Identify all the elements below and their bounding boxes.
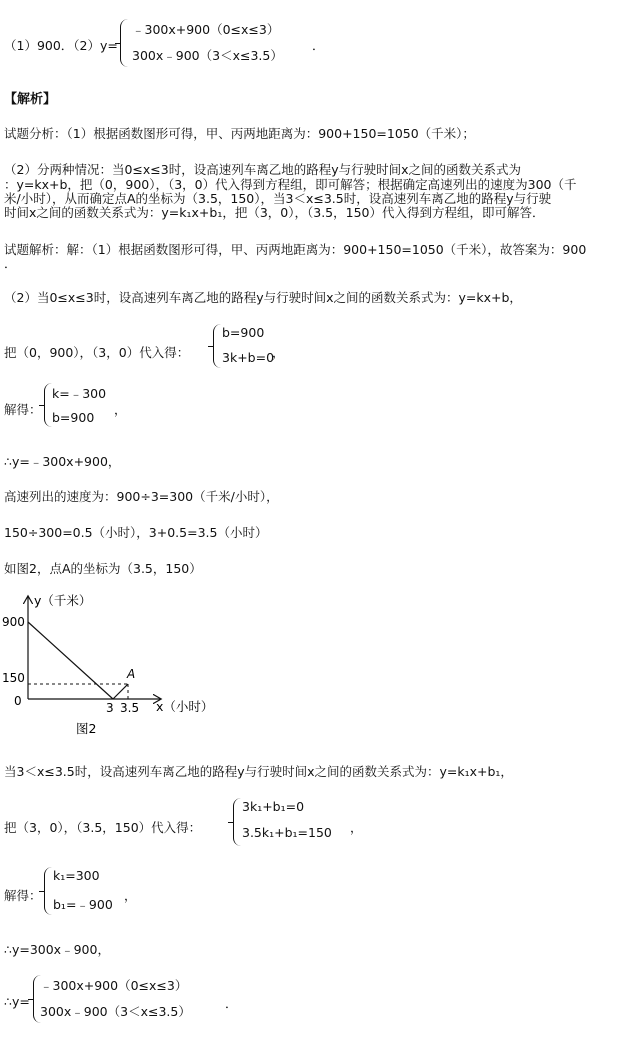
x-axis-label: x（小时） — [156, 699, 214, 714]
speed-line: 高速列出的速度为：900÷3=300（千米/小时）， — [4, 489, 279, 504]
solve2-prefix: 解得： — [4, 888, 42, 903]
result2: ∴y=300x﹣900， — [4, 942, 110, 957]
solution-line-2: （2）当0≤x≤3时，设高速列车离乙地的路程y与行驶时间x之间的函数关系式为：y=kx+b， — [4, 290, 522, 305]
analysis-line-4: 米/小时），从而确定点A的坐标为（3.5，150），当3＜x≤3.5时，设高速列车离乙地的路程y与行驶 — [4, 191, 552, 206]
final-case2: 300x﹣900（3＜x≤3.5） — [40, 1004, 191, 1019]
answer-case2: 300x﹣900（3＜x≤3.5） — [132, 48, 283, 63]
origin-label: 0 — [14, 694, 22, 708]
system1-suffix: ， — [272, 345, 285, 360]
ascending-segment — [113, 684, 128, 699]
point-a-line: 如图2，点A的坐标为（3.5，150） — [4, 561, 202, 576]
answer-end: ． — [312, 38, 325, 53]
solve2-eq1: k₁=300 — [53, 868, 100, 883]
system2-prefix: 把（3，0），（3.5，150）代入得： — [4, 820, 202, 835]
system1-brace — [213, 324, 222, 368]
figure-caption: 图2 — [76, 721, 97, 736]
x-tick-3-5: 3.5 — [120, 701, 140, 715]
system1-eq1: b=900 — [222, 325, 265, 340]
analysis-line-5: 时间x之间的函数关系式为：y=k₁x+b₁，把（3，0），（3.5，150）代入得到方程组，即可解答． — [4, 205, 545, 220]
time-line: 150÷300=0.5（小时），3+0.5=3.5（小时） — [4, 525, 268, 540]
descending-segment — [28, 622, 113, 699]
figure-2 — [0, 585, 230, 745]
final-prefix: ∴y= — [4, 994, 30, 1009]
solution-line-1b: ． — [4, 256, 17, 271]
x-tick-3: 3 — [106, 701, 114, 715]
final-end: ． — [225, 996, 238, 1011]
solve1-prefix: 解得： — [4, 402, 42, 417]
solve1-suffix: ， — [114, 402, 127, 417]
answer-brace — [120, 19, 129, 67]
system2-eq1: 3k₁+b₁=0 — [242, 799, 305, 814]
result1: ∴y=﹣300x+900， — [4, 454, 121, 469]
y-tick-900: 900 — [2, 615, 25, 629]
part2-line1: 当3＜x≤3.5时，设高速列车离乙地的路程y与行驶时间x之间的函数关系式为：y=k₁x+b₁， — [4, 764, 513, 779]
system1-eq2: 3k+b=0 — [222, 350, 275, 365]
solve2-eq2: b₁=﹣900 — [53, 897, 113, 912]
point-a-label: A — [127, 667, 136, 681]
answer-case1: ﹣300x+900（0≤x≤3） — [132, 22, 280, 37]
solve2-brace — [44, 867, 53, 915]
y-tick-150: 150 — [2, 671, 25, 685]
solve1-eq2: b=900 — [52, 410, 95, 425]
system1-prefix: 把（0，900），（3，0）代入得： — [4, 345, 190, 360]
analysis-line-1: 试题分析：（1）根据函数图形可得，甲、丙两地距离为：900+150=1050（千米）； — [4, 126, 475, 141]
analysis-line-3: ：y=kx+b，把（0，900），（3，0）代入得到方程组，即可解答；根据确定高速列出的速度为300（千 — [4, 177, 577, 192]
solve1-eq1: k=﹣300 — [52, 386, 107, 401]
solve2-suffix: ， — [124, 888, 137, 903]
answer-part1: （1）900．（2）y= — [4, 38, 118, 53]
final-case1: ﹣300x+900（0≤x≤3） — [40, 978, 188, 993]
system2-brace — [233, 798, 242, 846]
analysis-line-2: （2）分两种情况：当0≤x≤3时，设高速列车离乙地的路程y与行驶时间x之间的函数关系式为 — [4, 162, 521, 177]
system2-suffix: ， — [350, 820, 363, 835]
analysis-heading: 【解析】 — [4, 92, 57, 107]
y-axis-label: y（千米） — [34, 593, 92, 608]
solution-line-1: 试题解析：解：（1）根据函数图形可得，甲、丙两地距离为：900+150=1050（千米），故答案为：900 — [4, 242, 587, 257]
system2-eq2: 3.5k₁+b₁=150 — [242, 825, 332, 840]
